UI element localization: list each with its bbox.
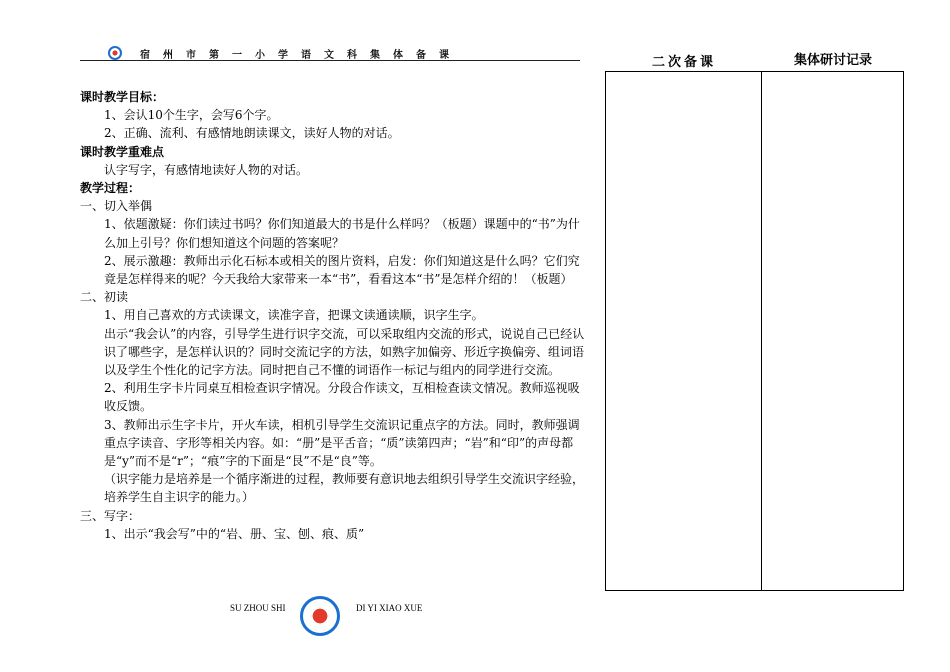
notes-table — [605, 71, 904, 591]
second-prep-header: 二次备课 — [651, 55, 716, 70]
page-header — [80, 44, 580, 64]
section-1-para-1: 1、依题激疑：你们读过书吗？你们知道最大的书是什么样吗？（板题）课题中的“书”为什么加上引号？你们想知道这个问题的答案呢？ — [104, 217, 580, 250]
section-1-para-2: 2、展示激趣：教师出示化石标本或相关的图片资料，启发：你们知道这是什么吗？它们究竟是怎样得来的呢？今天我给大家带来一本“书”，看看这本“书”是怎样介绍的！（板题） — [104, 253, 580, 287]
group-discussion-header: 集体研讨记录 — [793, 53, 872, 68]
header-rule — [80, 60, 580, 61]
header-title: 宿州市第一小学语文科集体备课 — [140, 50, 462, 61]
section-2-para-4: 3、教师出示生字卡片，开火车读，相机引导学生交流识记重点字的方法。同时，教师强调重点字读音、字形等相关内容。如：“册”是平舌音；“质”读第四声；“岩”和“印”的声母都是“y”而不是“r”；“痕”字的下面是“艮”不是“良”等。 — [104, 417, 580, 469]
section-2-para-1: 1、用自己喜欢的方式读课文，读准字音，把课文读通读顺，识字生字。 — [104, 308, 484, 323]
goal-item-2: 2、正确、流利、有感情地朗读课文，读好人物的对话。 — [104, 126, 400, 141]
footer-right-text: DI YI XIAO XUE — [356, 603, 423, 613]
key-text: 认字写字，有感情地读好人物的对话。 — [104, 162, 309, 177]
key-heading: 课时教学重难点 — [80, 144, 165, 159]
notes-table-divider — [761, 71, 762, 591]
process-heading: 教学过程： — [80, 181, 141, 196]
goal-heading: 课时教学目标： — [80, 90, 165, 104]
section-2-para-3: 2、利用生字卡片同桌互相检查识字情况。分段合作读文，互相检查读文情况。教师巡视吸收反馈。 — [104, 381, 580, 414]
school-logo-icon — [108, 46, 122, 60]
section-1-title: 一、切入举偶 — [80, 199, 153, 214]
goal-item-1: 1、会认10个生字，会写6个字。 — [104, 108, 279, 123]
section-3-para-1: 1、出示“我会写”中的“岩、册、宝、刨、痕、质” — [104, 526, 365, 541]
lesson-content — [80, 88, 585, 543]
section-3-title: 三、写字： — [80, 508, 141, 523]
section-2-para-2: 出示“我会认”的内容，引导学生进行识字交流，可以采取组内交流的形式，说说自己已经认识了哪些字，是怎样认识的？同时交流记字的方法，如熟字加偏旁、形近字换偏旁、组词语以及学生个性化的记字方法。同时把自己不懂的词语作一标记与组内的同学进行交流。 — [104, 326, 585, 378]
section-2-para-5: （识字能力是培养是一个循序渐进的过程，教师要有意识地去组织引导学生交流识字经验，培养学生自主识字的能力。） — [104, 472, 585, 505]
school-emblem-icon — [300, 596, 340, 636]
footer-left-text: SU ZHOU SHI — [230, 603, 286, 613]
page-footer — [230, 596, 450, 636]
section-2-title: 二、初读 — [80, 290, 129, 305]
